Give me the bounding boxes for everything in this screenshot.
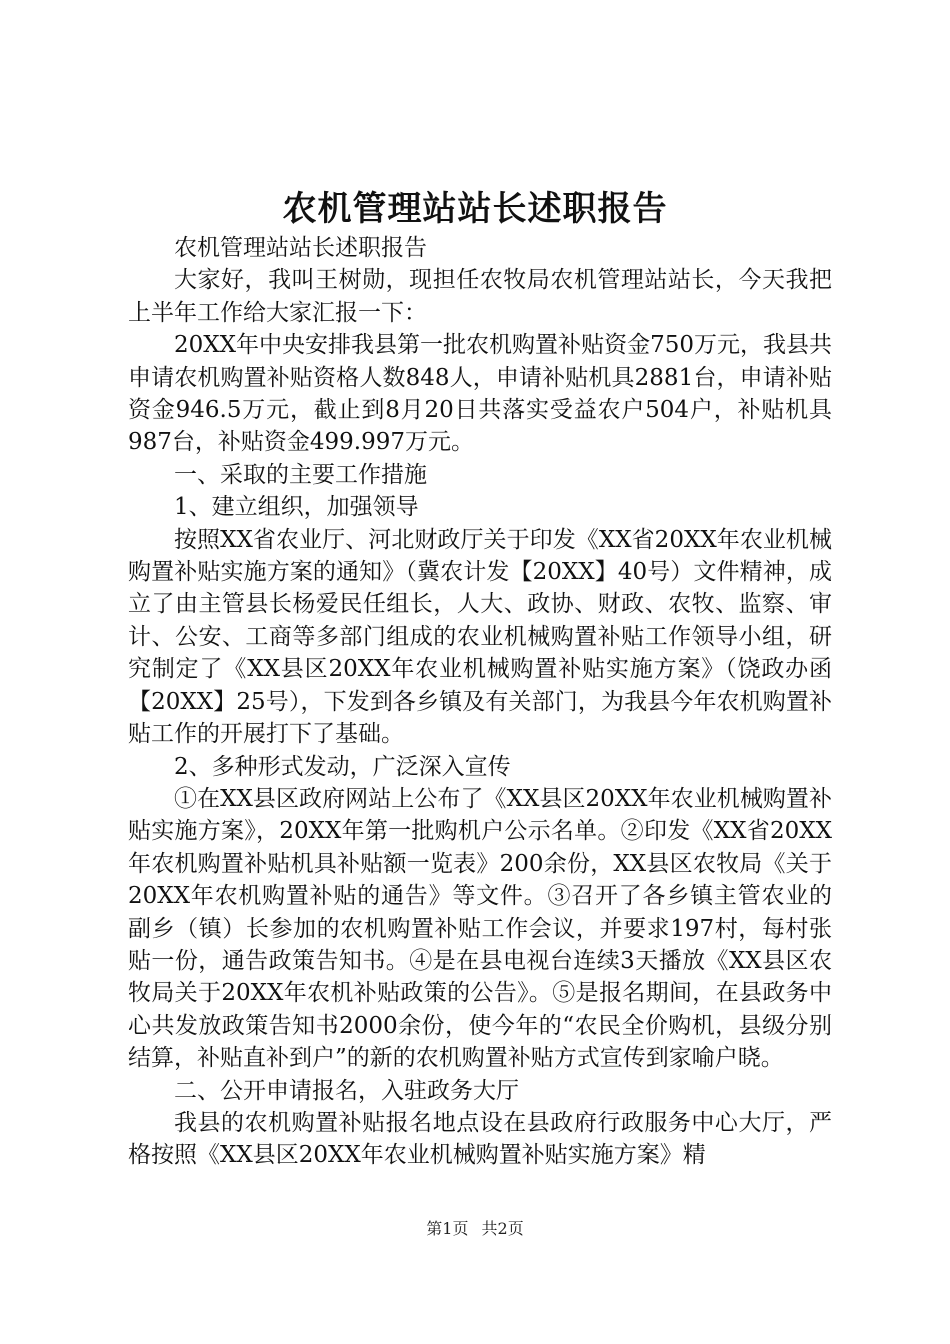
- document-body: [128, 232, 832, 1172]
- section-heading: 一、采取的主要工作措施: [174, 461, 427, 488]
- page-footer: [0, 1219, 950, 1239]
- page-number: 第1页: [426, 1219, 469, 1238]
- paragraph: 我县的农机购置补贴报名地点设在县政府行政服务中心大厅，严格按照《XX县区20XX年农业机械购置补贴实施方案》精: [128, 1109, 832, 1169]
- paragraph: 按照XX省农业厅、河北财政厅关于印发《XX省20XX年农业机械购置补贴实施方案的通知》（冀农计发【20XX】40号）文件精神，成立了由主管县长杨爱民任组长，人大、政协、财政、农牧、监察、审计、公安、工商等多部门组成的农业机械购置补贴工作领导小组，研究制定了《XX县区20XX年农业机械购置补贴实施方案》（饶政办函【20XX】25号），下发到各乡镇及有关部门，为我县今年农机购置补贴工作的开展打下了基础。: [128, 526, 832, 748]
- subsection-heading: 2、多种形式发动，广泛深入宣传: [174, 753, 511, 780]
- page-total: 共2页: [481, 1219, 524, 1238]
- paragraph: 大家好，我叫王树勋，现担任农牧局农机管理站站长，今天我把上半年工作给大家汇报一下：: [128, 267, 832, 326]
- paragraph: 农机管理站站长述职报告: [174, 235, 427, 261]
- document-title: 农机管理站站长述职报告: [282, 189, 668, 229]
- section-heading: 二、公开申请报名，入驻政务大厅: [174, 1077, 519, 1104]
- paragraph: 20XX年中央安排我县第一批农机购置补贴资金750万元，我县共申请农机购置补贴资格人数848人，申请补贴机具2881台，申请补贴资金946.5万元，截止到8月20日共落实受益农户504户，补贴机具987台，补贴资金499.997万元。: [128, 332, 832, 456]
- paragraph: ①在XX县区政府网站上公布了《XX县区20XX年农业机械购置补贴实施方案》，20XX年第一批购机户公示名单。②印发《XX省20XX年农机购置补贴机具补贴额一览表》200余份，XX县区农牧局《关于20XX年农机购置补贴的通告》等文件。③召开了各乡镇主管农业的副乡（镇）长参加的农机购置补贴工作会议，并要求197村，每村张贴一份，通告政策告知书。④是在县电视台连续3天播放《XX县区农牧局关于20XX年农机补贴政策的公告》。⑤是报名期间，在县政务中心共发放政策告知书2000余份，使今年的“农民全价购机，县级分别结算，补贴直补到户”的新的农机购置补贴方式宣传到家喻户晓。: [128, 785, 832, 1072]
- subsection-heading: 1、建立组织，加强领导: [174, 494, 419, 521]
